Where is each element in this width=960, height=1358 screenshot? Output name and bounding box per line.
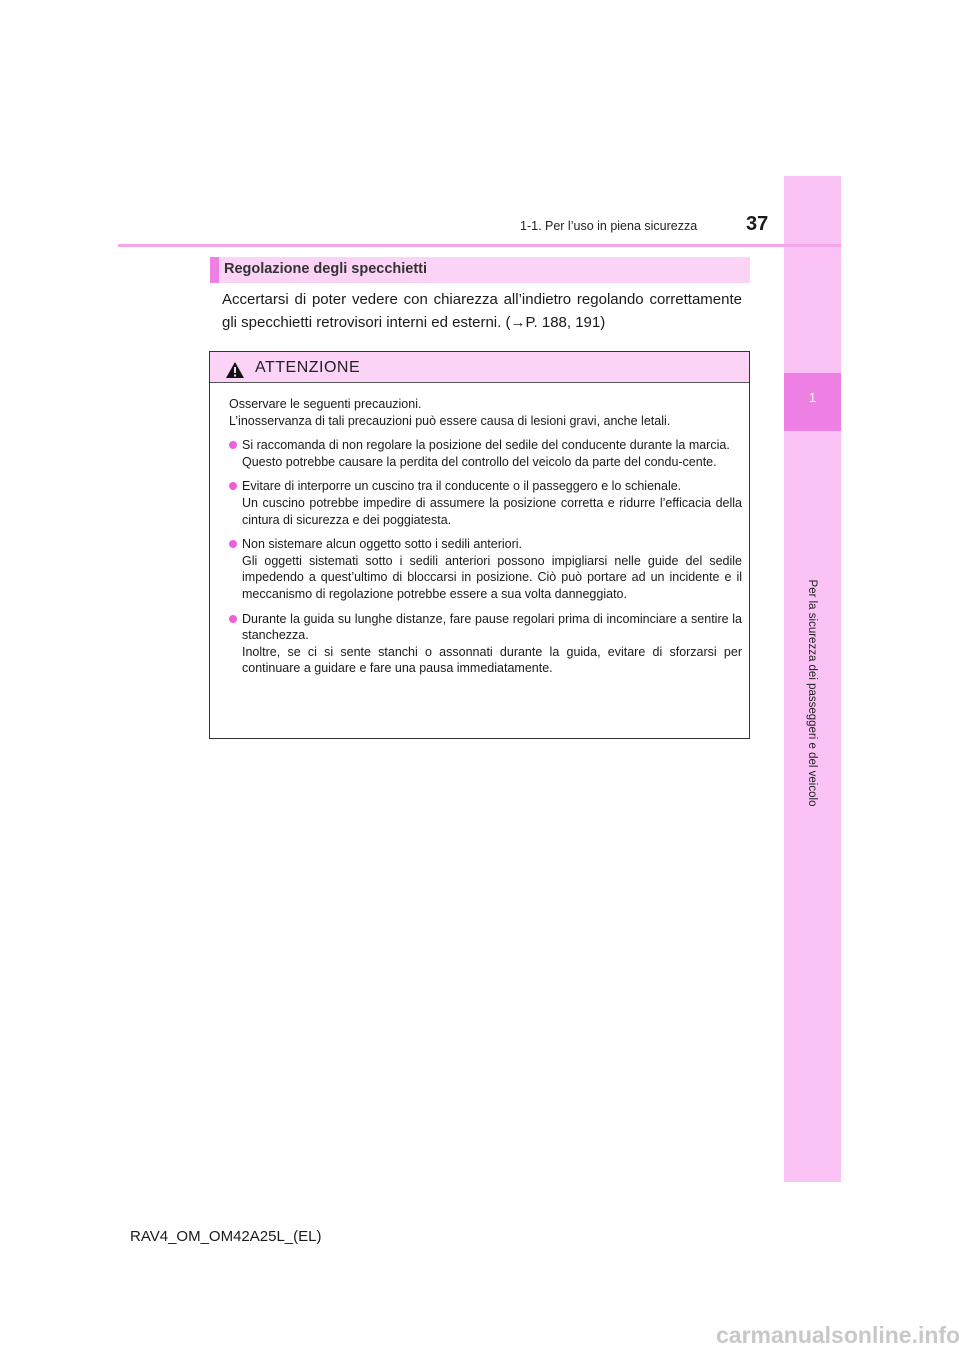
warning-triangle-icon [225, 361, 245, 379]
warning-item-line2: Un cuscino potrebbe impedire di assumere la posizione corretta e ridurre l’efficacia della cintura di sicurezza e dei poggiatesta. [242, 495, 742, 527]
warning-label: ATTENZIONE [255, 359, 361, 376]
side-tab-title: Per la sicurezza dei passeggeri e del veicolo [806, 579, 818, 807]
warning-item-line1: Non sistemare alcun oggetto sotto i sedili anteriori. [242, 537, 523, 552]
warning-item-line1: Si raccomanda di non regolare la posizione del sedile del conducente durante la marcia. [242, 438, 730, 453]
warning-item-line2: Inoltre, se ci si sente stanchi o assonnati durante la guida, evitare di sforzarsi per continuare a guidare e fare una pausa immediatamente. [242, 644, 742, 676]
subsection-title: Regolazione degli specchietti [224, 261, 428, 277]
section-title: 1-1. Per l’uso in piena sicurezza [520, 219, 698, 233]
bullet-icon [229, 482, 237, 490]
bullet-icon [229, 441, 237, 449]
warning-item-line1: Evitare di interporre un cuscino tra il conducente o il passeggero e lo schienale. [242, 479, 682, 494]
warning-item-line2: Gli oggetti sistemati sotto i sedili anteriori possono impigliarsi nelle guide del sedile impedendo a quest’ultimo di bloccarsi in posizione. Ciò può portare ad un incidente e il meccanismo di regolazione potrebbe essere a sua volta danneggiato. [242, 553, 742, 601]
document-code: RAV4_OM_OM42A25L_(EL) [130, 1228, 322, 1245]
warning-item [229, 536, 742, 602]
warning-intro-1: Osservare le seguenti precauzioni. [229, 397, 422, 411]
warning-item [229, 437, 742, 470]
chapter-number: 1 [808, 390, 817, 405]
warning-intro-2: L’inosservanza di tali precauzioni può essere causa di lesioni gravi, anche letali. [229, 413, 671, 428]
watermark: carmanualsonline.info [716, 1322, 960, 1348]
warning-item [229, 478, 742, 528]
header-divider [118, 244, 841, 247]
subsection-body: Accertarsi di poter vedere con chiarezza all’indietro regolando correttamente gli specchietti retrovisori interni ed esterni. (→P. 188, 191) [222, 291, 742, 331]
page-number: 37 [746, 213, 769, 235]
warning-item [229, 611, 742, 677]
warning-body [229, 396, 742, 685]
warning-item-line1: Durante la guida su lunghe distanze, fare pause regolari prima di incominciare a sentire la stanchezza. [242, 611, 742, 643]
warning-item-line2: Questo potrebbe causare la perdita del controllo del veicolo da parte del condu-cente. [242, 454, 717, 469]
bullet-icon [229, 540, 237, 548]
bullet-icon [229, 615, 237, 623]
